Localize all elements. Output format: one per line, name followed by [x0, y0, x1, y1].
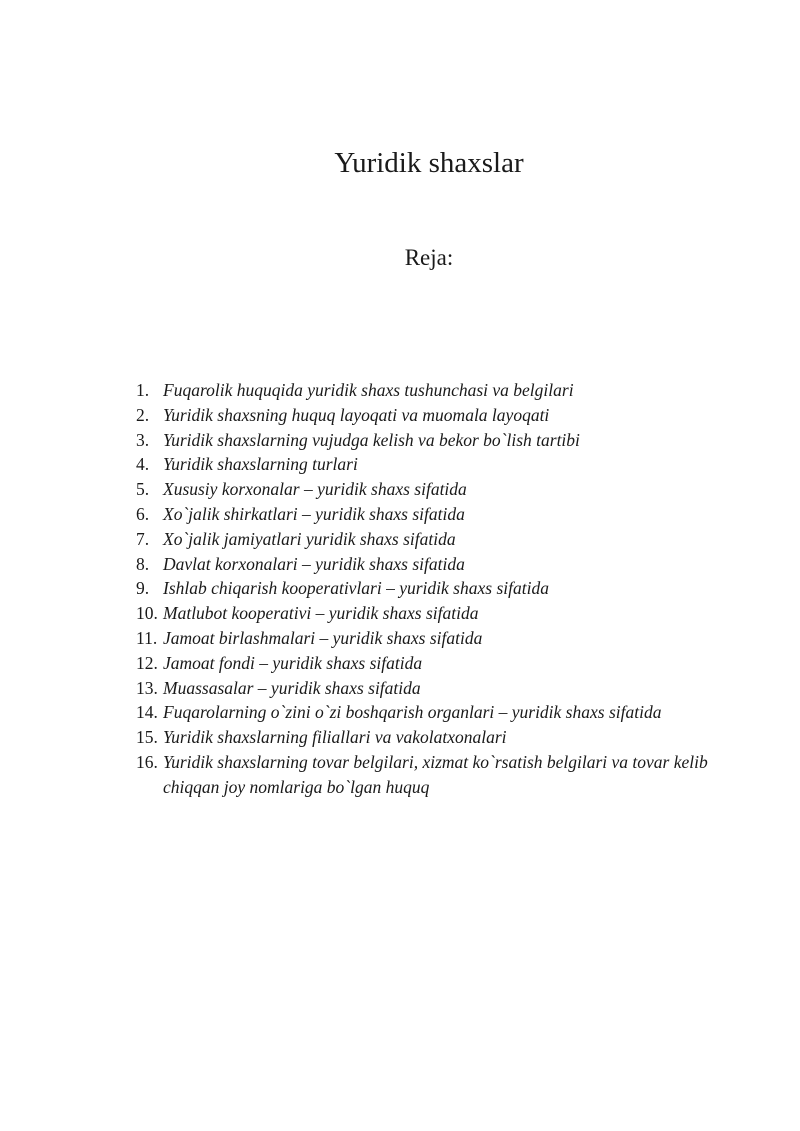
list-item-text: Yuridik shaxslarning tovar belgilari, xizmat ko`rsatish belgilari va tovar kelib chiqqan joy nomlariga bo`lgan huquq [163, 751, 708, 797]
list-item-number: 3. [136, 429, 150, 450]
list-item [136, 676, 726, 701]
list-item-text: Yuridik shaxslarning filiallari va vakolatxonalari [163, 727, 507, 748]
list-item [136, 502, 726, 527]
list-item [136, 477, 726, 502]
list-item-text: Yuridik shaxslarning vujudga kelish va bekor bo`lish tartibi [163, 429, 580, 450]
list-item-text: Yuridik shaxslarning turlari [163, 454, 358, 475]
list-item [136, 626, 726, 651]
list-item-number: 6. [136, 503, 150, 524]
plan-list [136, 378, 726, 800]
list-item [136, 378, 726, 403]
list-item-number: 11. [136, 627, 158, 648]
list-item [136, 428, 726, 453]
list-item-number: 16. [136, 751, 158, 772]
list-item-text: Ishlab chiqarish kooperativlari – yuridik shaxs sifatida [163, 578, 549, 599]
plan-heading: Reja: [404, 245, 454, 270]
list-item [136, 403, 726, 428]
list-item [136, 601, 726, 626]
list-item [136, 527, 726, 552]
list-item-text: Fuqarolarning o`zini o`zi boshqarish organlari – yuridik shaxs sifatida [163, 702, 662, 723]
list-item-text: Jamoat birlashmalari – yuridik shaxs sifatida [163, 627, 483, 648]
list-item [136, 452, 726, 477]
document-title: Yuridik shaxslar [334, 147, 524, 179]
list-item-number: 5. [136, 479, 150, 500]
list-item-number: 2. [136, 404, 150, 425]
list-item [136, 576, 726, 601]
list-item-number: 14. [136, 702, 158, 723]
list-item-text: Xususiy korxonalar – yuridik shaxs sifatida [163, 479, 467, 500]
list-item-text: Muassasalar – yuridik shaxs sifatida [163, 677, 421, 698]
list-item-number: 9. [136, 578, 150, 599]
list-item-number: 13. [136, 677, 158, 698]
list-item [136, 750, 726, 800]
list-item-number: 12. [136, 652, 158, 673]
list-item-text: Davlat korxonalari – yuridik shaxs sifatida [163, 553, 465, 574]
list-item [136, 700, 726, 725]
list-item-number: 7. [136, 528, 150, 549]
list-item-number: 4. [136, 454, 150, 475]
list-item [136, 651, 726, 676]
list-item-text: Matlubot kooperativi – yuridik shaxs sifatida [163, 603, 479, 624]
list-item-text: Xo`jalik shirkatlari – yuridik shaxs sifatida [163, 503, 465, 524]
list-item [136, 725, 726, 750]
list-item-text: Jamoat fondi – yuridik shaxs sifatida [163, 652, 423, 673]
list-item-text: Yuridik shaxsning huquq layoqati va muomala layoqati [163, 404, 550, 425]
list-item-number: 1. [136, 380, 150, 400]
list-item-number: 8. [136, 553, 150, 574]
list-item-text: Fuqarolik huquqida yuridik shaxs tushunchasi va belgilari [163, 380, 574, 400]
list-item-number: 10. [136, 603, 158, 624]
list-item [136, 552, 726, 577]
list-item-number: 15. [136, 727, 158, 748]
list-item-text: Xo`jalik jamiyatlari yuridik shaxs sifatida [163, 528, 456, 549]
